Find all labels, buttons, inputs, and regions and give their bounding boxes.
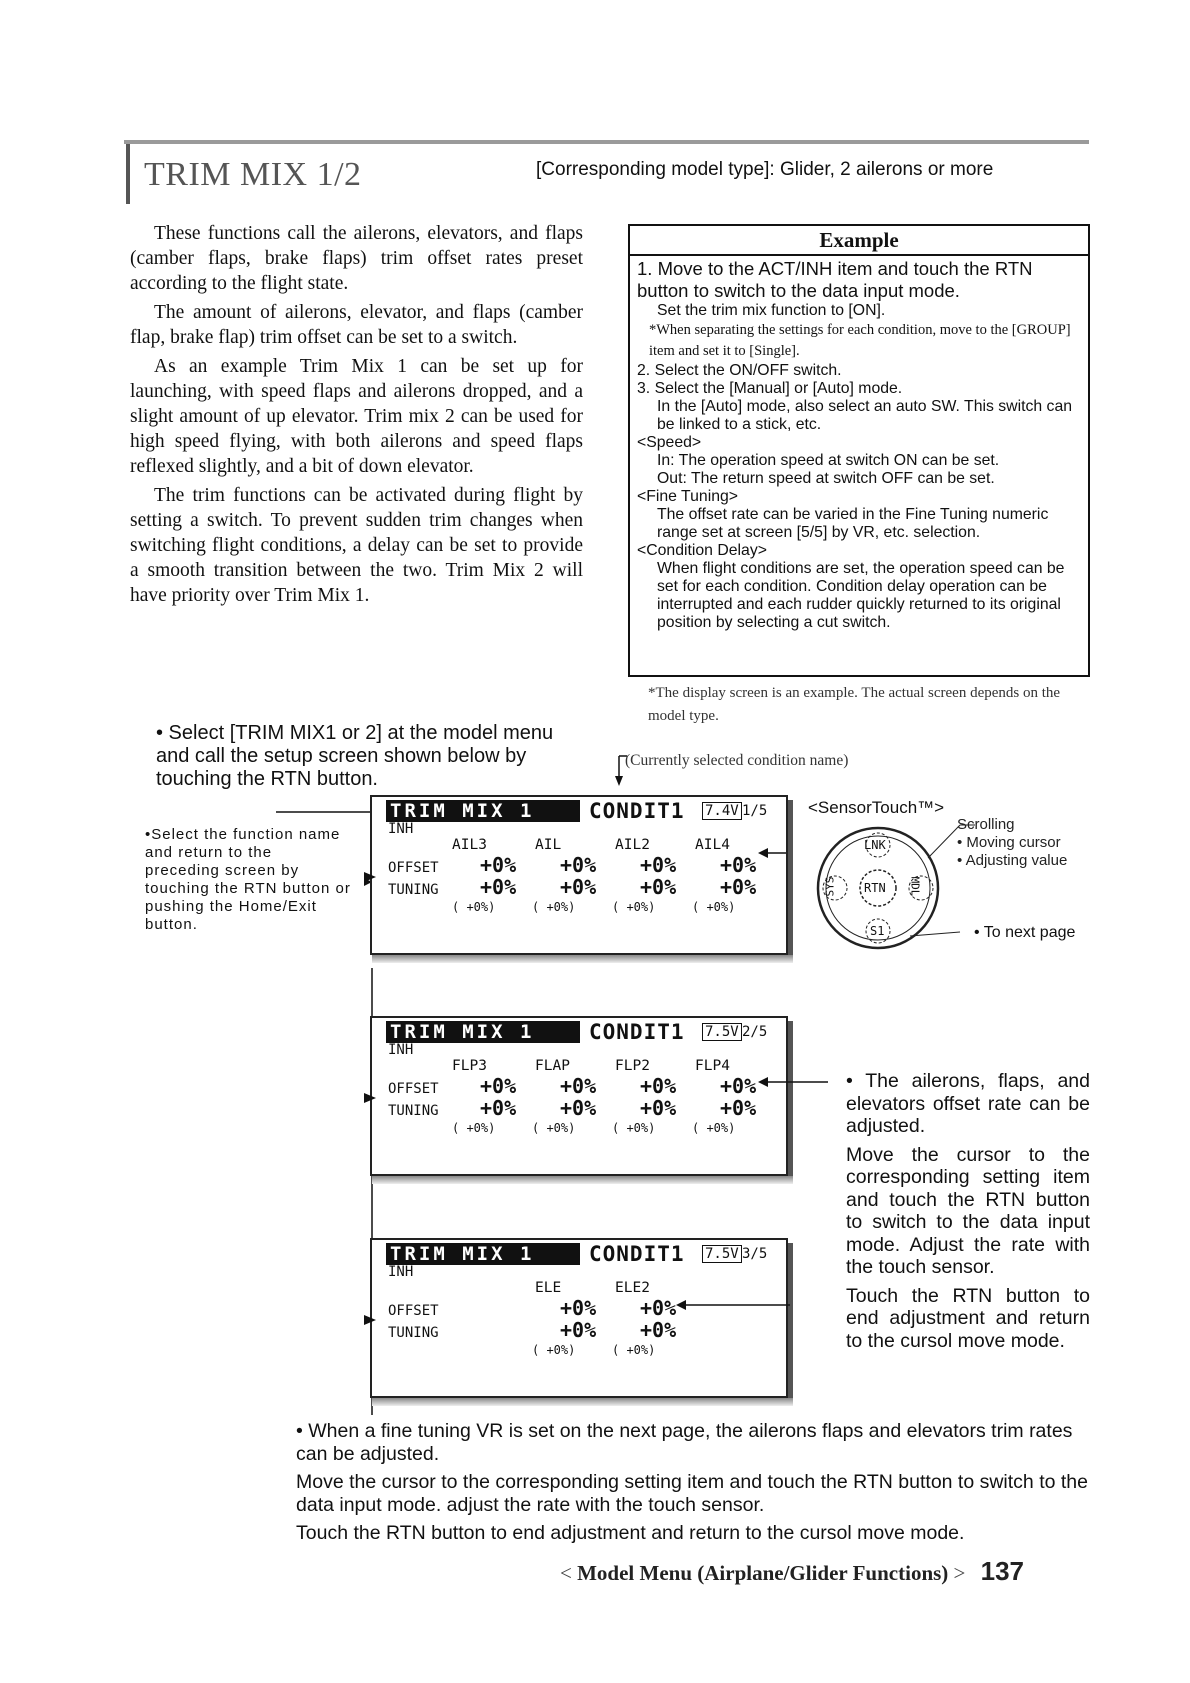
lnk-button[interactable]: LNK xyxy=(864,838,886,852)
offset-value[interactable]: +0% xyxy=(640,1074,677,1098)
intro-text xyxy=(130,221,583,612)
offset-label: OFFSET xyxy=(388,860,439,876)
inh-status[interactable]: INH xyxy=(388,1042,414,1058)
cursor-arrow-icon xyxy=(364,1313,378,1327)
tuning-label: TUNING xyxy=(388,882,439,898)
fine-tuning-value: ( +0%) xyxy=(452,900,496,914)
offset-value[interactable]: +0% xyxy=(720,1074,757,1098)
screen-page: 1/5 xyxy=(742,803,768,819)
trim-mix-screen-2 xyxy=(370,1016,788,1176)
example-step-3-sub: In the [Auto] mode, also select an auto SW. This switch can be linked to a stick, etc. xyxy=(657,398,1073,433)
intro-paragraph: The trim functions can be activated during flight by setting a switch. To prevent sudden trim changes when switching flight conditions, a delay can be set to provide a smooth transition between the two. Trim Mix 2 will have priority over Trim Mix 1. xyxy=(130,485,583,606)
screen-condition: CONDIT1 xyxy=(589,1020,685,1044)
inh-status[interactable]: INH xyxy=(388,1264,414,1280)
tuning-label: TUNING xyxy=(388,1103,439,1119)
screen-shadow xyxy=(372,1398,793,1406)
header-bar xyxy=(126,144,130,204)
fine-tuning-paragraph: Move the cursor to the corresponding setting item and touch the RTN button to switch to the data input mode. adjust the rate with the touch sensor. xyxy=(296,1471,1088,1516)
screen-title[interactable]: TRIM MIX 1 xyxy=(386,1243,580,1265)
fine-tuning-value: ( +0%) xyxy=(612,900,656,914)
offset-label: OFFSET xyxy=(388,1303,439,1319)
example-title: Example xyxy=(630,226,1088,256)
page-number: 137 xyxy=(980,1556,1025,1586)
fine-tuning-value: ( +0%) xyxy=(612,1121,656,1135)
channel-label: AIL2 xyxy=(615,837,650,853)
pointer-arrow-icon xyxy=(756,1075,828,1089)
screen-condition: CONDIT1 xyxy=(589,1242,685,1266)
inh-status[interactable]: INH xyxy=(388,821,414,837)
offset-label: OFFSET xyxy=(388,1081,439,1097)
example-fine-heading: <Fine Tuning> xyxy=(637,488,738,505)
offset-value[interactable]: +0% xyxy=(480,1074,517,1098)
offset-value[interactable]: +0% xyxy=(480,853,517,877)
channel-label: AIL3 xyxy=(452,837,487,853)
tuning-value[interactable]: +0% xyxy=(720,875,757,899)
channel-label: FLP4 xyxy=(695,1058,730,1074)
channel-label: FLAP xyxy=(535,1058,570,1074)
example-speed-out: Out: The return speed at switch OFF can be set. xyxy=(657,470,995,487)
fine-tuning-value: ( +0%) xyxy=(692,1121,736,1135)
fine-tuning-value: ( +0%) xyxy=(612,1343,656,1357)
tuning-value[interactable]: +0% xyxy=(480,875,517,899)
offset-value[interactable]: +0% xyxy=(560,853,597,877)
condition-name-note: (Currently selected condition name) xyxy=(625,752,849,769)
page-title: TRIM MIX 1/2 xyxy=(144,156,362,193)
adjusting-value-label: • Adjusting value xyxy=(957,852,1068,869)
fine-tuning-value: ( +0%) xyxy=(532,1343,576,1357)
battery-voltage: 7.5V xyxy=(702,1245,742,1263)
example-step-1-sub: Set the trim mix function to [ON]. xyxy=(657,302,886,319)
pointer-arrow-icon xyxy=(674,1298,790,1312)
example-delay-body: When flight conditions are set, the operation speed can be set for each condition. Condition delay operation can be interrupted and each rudder quickly returned to its original position by selecting a cut switch. xyxy=(657,560,1065,631)
tuning-value[interactable]: +0% xyxy=(640,1096,677,1120)
example-step-2: 2. Select the ON/OFF switch. xyxy=(637,362,842,379)
offset-value[interactable]: +0% xyxy=(720,853,757,877)
offset-value[interactable]: +0% xyxy=(560,1074,597,1098)
example-speed-in: In: The operation speed at switch ON can be set. xyxy=(657,452,1000,469)
moving-cursor-label: • Moving cursor xyxy=(957,834,1061,851)
fine-tuning-paragraph: Touch the RTN button to end adjustment and return to the cursol move mode. xyxy=(296,1522,965,1544)
intro-paragraph: As an example Trim Mix 1 can be set up for launching, with speed flaps and ailerons dropped, and a slight amount of up elevator. Trim mix 2 can be used for high speed flying, with both ailerons and speed flaps reflexed slightly, and a bit of down elevator. xyxy=(130,356,583,477)
tuning-value[interactable]: +0% xyxy=(640,875,677,899)
offset-value[interactable]: +0% xyxy=(640,853,677,877)
screen-page: 2/5 xyxy=(742,1024,768,1040)
tuning-value[interactable]: +0% xyxy=(720,1096,757,1120)
page-footer xyxy=(560,1556,1024,1587)
to-next-page-label: • To next page xyxy=(974,924,1076,941)
screen-title[interactable]: TRIM MIX 1 xyxy=(386,1021,580,1043)
channel-label: ELE2 xyxy=(615,1280,650,1296)
channel-label: AIL xyxy=(535,837,562,853)
tuning-value[interactable]: +0% xyxy=(560,1318,597,1342)
select-instruction: • Select [TRIM MIX1 or 2] at the model menu and call the setup screen shown below by touching the RTN button. xyxy=(156,722,554,790)
screen-shadow xyxy=(788,800,793,960)
example-step-1-note: *When separating the settings for each condition, move to the [GROUP] item and set it to [Single]. xyxy=(649,322,1071,359)
example-step-3: 3. Select the [Manual] or [Auto] mode. xyxy=(637,380,903,397)
battery-voltage: 7.4V xyxy=(702,802,742,820)
footer-left-bracket: < xyxy=(560,1561,572,1585)
tuning-label: TUNING xyxy=(388,1325,439,1341)
channel-label: AIL4 xyxy=(695,837,730,853)
tuning-value[interactable]: +0% xyxy=(640,1318,677,1342)
screen-shadow xyxy=(788,1021,793,1181)
cursor-arrow-icon xyxy=(364,870,378,884)
adjust-note-paragraph: Touch the RTN button to end adjustment and return to the cursol move mode. xyxy=(846,1284,1090,1352)
trim-mix-screen-3 xyxy=(370,1238,788,1398)
channel-label: ELE xyxy=(535,1280,562,1296)
s1-button[interactable]: S1 xyxy=(870,924,885,938)
screen-shadow xyxy=(372,1176,793,1184)
fine-tuning-value: ( +0%) xyxy=(532,1121,576,1135)
example-delay-heading: <Condition Delay> xyxy=(637,542,767,559)
offset-value[interactable]: +0% xyxy=(560,1296,597,1320)
sensortouch-title: <SensorTouch™> xyxy=(808,798,945,817)
sys-button[interactable]: SYS xyxy=(823,876,837,897)
screen-condition: CONDIT1 xyxy=(589,799,685,823)
tuning-value[interactable]: +0% xyxy=(480,1096,517,1120)
screen-shadow xyxy=(788,1243,793,1403)
adjust-note-paragraph: • The ailerons, flaps, and elevators offset rate can be adjusted. xyxy=(846,1070,1090,1137)
scrolling-label: Scrolling xyxy=(957,816,1015,833)
header-rule xyxy=(124,140,1089,144)
fine-tuning-value: ( +0%) xyxy=(692,900,736,914)
tuning-value[interactable]: +0% xyxy=(560,875,597,899)
example-box xyxy=(628,224,1090,677)
model-type-note: [Corresponding model type]: Glider, 2 ailerons or more xyxy=(536,159,994,180)
channel-label: FLP3 xyxy=(452,1058,487,1074)
adjust-note-paragraph: Move the cursor to the corresponding setting item and touch the RTN button to switch to the data input mode. Adjust the rate with the touch sensor. xyxy=(846,1143,1090,1278)
fine-tuning-paragraph: • When a fine tuning VR is set on the next page, the ailerons flaps and elevators trim rates can be adjusted. xyxy=(296,1420,1073,1465)
cursor-arrow-icon xyxy=(364,1091,378,1105)
trim-mix-screen-1 xyxy=(370,795,788,955)
example-speed-heading: <Speed> xyxy=(637,434,702,451)
tuning-value[interactable]: +0% xyxy=(560,1096,597,1120)
fine-tuning-value: ( +0%) xyxy=(532,900,576,914)
display-footnote: *The display screen is an example. The actual screen depends on the model type. xyxy=(648,685,1061,724)
intro-paragraph: The amount of ailerons, elevator, and flaps (camber flap, brake flap) trim offset can be set to a switch. xyxy=(130,302,583,348)
rtn-button[interactable]: RTN xyxy=(864,881,886,895)
fine-tuning-note xyxy=(296,1420,1096,1550)
screen-shadow xyxy=(372,955,793,963)
screen-page: 3/5 xyxy=(742,1246,768,1262)
screen-title[interactable]: TRIM MIX 1 xyxy=(386,800,580,822)
example-fine-body: The offset rate can be varied in the Fine Tuning numeric range set at screen [5/5] by VR, etc. selection. xyxy=(657,506,1049,541)
example-body xyxy=(637,258,1089,632)
return-note: •Select the function name and return to the preceding screen by touching the RTN button or pushing the Home/Exit button. xyxy=(145,826,351,933)
offset-value[interactable]: +0% xyxy=(640,1296,677,1320)
sensortouch-labels xyxy=(957,816,1067,870)
intro-paragraph: These functions call the ailerons, elevators, and flaps (camber flaps, brake flaps) trim offset rates preset according to the flight state. xyxy=(130,223,583,294)
footer-right-bracket: > xyxy=(953,1561,966,1585)
fine-tuning-value: ( +0%) xyxy=(452,1121,496,1135)
battery-voltage: 7.5V xyxy=(702,1023,742,1041)
mdl-button[interactable]: MDL xyxy=(908,876,922,897)
pointer-arrow-icon xyxy=(756,846,786,860)
adjust-note xyxy=(846,1070,1090,1358)
channel-label: FLP2 xyxy=(615,1058,650,1074)
footer-section: Model Menu (Airplane/Glider Functions) xyxy=(577,1561,949,1585)
example-step-1: 1. Move to the ACT/INH item and touch the RTN button to switch to the data input mode. xyxy=(637,258,1033,301)
